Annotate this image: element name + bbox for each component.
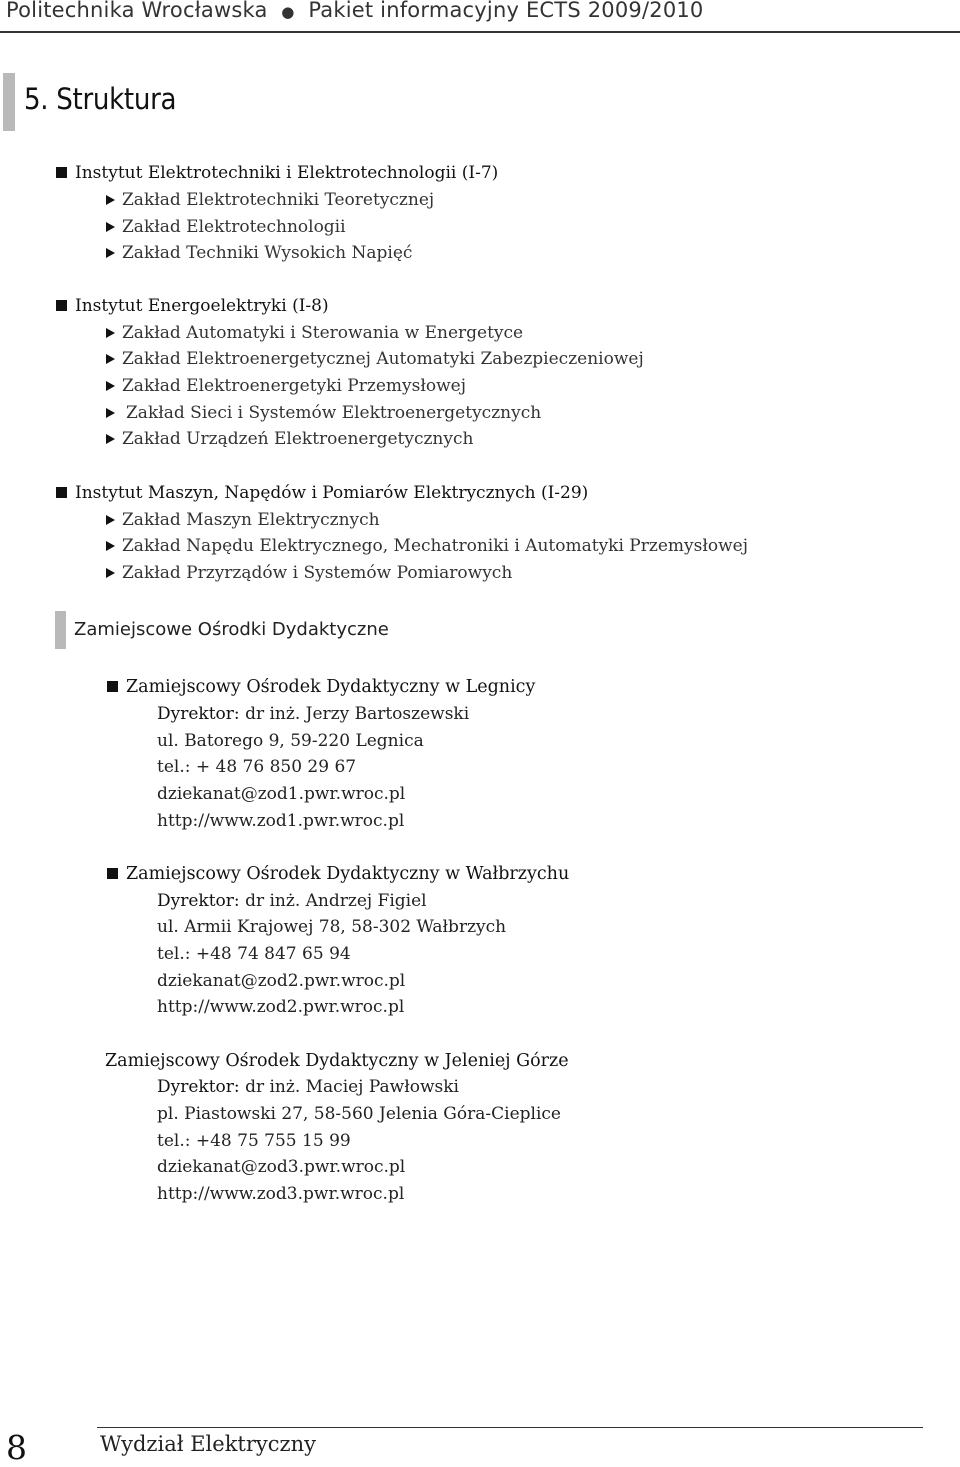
unit-name: Zakład Urządzeń Elektroenergetycznych: [122, 429, 474, 449]
triangle-bullet-icon: [106, 568, 115, 578]
unit-item: [106, 320, 523, 346]
unit-name: Zakład Techniki Wysokich Napięć: [122, 243, 413, 263]
center-email-link[interactable]: dziekanat@zod1.pwr.wroc.pl: [157, 784, 406, 804]
institute-heading: [56, 160, 498, 186]
page-header: [6, 0, 704, 22]
center-director: [157, 704, 469, 724]
unit-name: Zakład Elektroenergetycznej Automatyki Zabezpieczeniowej: [122, 349, 644, 369]
footer-rule: [97, 1427, 923, 1428]
square-bullet-icon: [56, 167, 67, 178]
center-name: Zamiejscowy Ośrodek Dydaktyczny w Wałbrzychu: [126, 864, 570, 884]
section-marker-bar: [3, 73, 15, 131]
director-name: dr inż. Jerzy Bartoszewski: [245, 704, 470, 724]
header-publication: Pakiet informacyjny ECTS 2009/2010: [308, 0, 704, 22]
unit-name: Zakład Automatyki i Sterowania w Energetyce: [122, 323, 524, 343]
unit-item: [106, 373, 466, 399]
square-bullet-icon: [56, 300, 67, 311]
center-phone: tel.: +48 74 847 65 94: [157, 944, 351, 964]
center-director: [157, 891, 427, 911]
center-heading: [107, 677, 535, 697]
unit-item: [106, 240, 412, 266]
institute-name: Instytut Maszyn, Napędów i Pomiarów Elektrycznych (I-29): [75, 483, 589, 503]
center-website-link[interactable]: http://www.zod3.pwr.wroc.pl: [157, 1184, 405, 1204]
unit-item: [106, 507, 380, 533]
center-phone: tel.: + 48 76 850 29 67: [157, 757, 357, 777]
header-rule: [0, 31, 960, 33]
center-address: pl. Piastowski 27, 58-560 Jelenia Góra-Cieplice: [157, 1104, 561, 1124]
director-name: dr inż. Andrzej Figiel: [245, 891, 427, 911]
center-address: ul. Batorego 9, 59-220 Legnica: [157, 731, 424, 751]
center-director: [157, 1077, 459, 1097]
triangle-bullet-icon: [106, 381, 115, 391]
center-phone: tel.: +48 75 755 15 99: [157, 1131, 351, 1151]
director-name: dr inż. Maciej Pawłowski: [245, 1077, 459, 1097]
unit-item: [106, 346, 644, 372]
subsection-marker-bar: [55, 611, 66, 649]
triangle-bullet-icon: [106, 541, 115, 551]
center-address: ul. Armii Krajowej 78, 58-302 Wałbrzych: [157, 917, 507, 937]
center-email-link[interactable]: dziekanat@zod3.pwr.wroc.pl: [157, 1157, 406, 1177]
header-university: Politechnika Wrocławska: [6, 0, 268, 22]
triangle-bullet-icon: [106, 434, 115, 444]
unit-name: Zakład Maszyn Elektrycznych: [122, 510, 380, 530]
triangle-bullet-icon: [106, 328, 115, 338]
unit-name: Zakład Przyrządów i Systemów Pomiarowych: [122, 563, 513, 583]
institute-name: Instytut Energoelektryki (I-8): [75, 296, 329, 316]
subsection-title: Zamiejscowe Ośrodki Dydaktyczne: [74, 619, 389, 640]
unit-item: [106, 187, 434, 213]
triangle-bullet-icon: [106, 354, 115, 364]
triangle-bullet-icon: [106, 248, 115, 258]
page-number: 8: [6, 1428, 27, 1467]
square-bullet-icon: [107, 868, 118, 879]
unit-item: [106, 214, 346, 240]
center-email-link[interactable]: dziekanat@zod2.pwr.wroc.pl: [157, 971, 406, 991]
director-label: Dyrektor:: [157, 891, 240, 911]
unit-item: [106, 426, 473, 452]
director-label: Dyrektor:: [157, 1077, 240, 1097]
institute-heading: [56, 293, 329, 319]
director-label: Dyrektor:: [157, 704, 240, 724]
triangle-bullet-icon: [106, 408, 115, 418]
unit-name: Zakład Sieci i Systemów Elektroenergetycznych: [126, 403, 542, 423]
unit-name: Zakład Elektrotechnologii: [122, 217, 346, 237]
unit-name: Zakład Elektroenergetyki Przemysłowej: [122, 376, 466, 396]
institute-name: Instytut Elektrotechniki i Elektrotechnologii (I-7): [75, 163, 499, 183]
center-heading: Zamiejscowy Ośrodek Dydaktyczny w Jeleniej Górze: [105, 1051, 569, 1071]
section-title: 5. Struktura: [24, 82, 177, 116]
center-website-link[interactable]: http://www.zod2.pwr.wroc.pl: [157, 997, 405, 1017]
unit-name: Zakład Elektrotechniki Teoretycznej: [122, 190, 435, 210]
footer-faculty: Wydział Elektryczny: [100, 1432, 316, 1456]
unit-name: Zakład Napędu Elektrycznego, Mechatroniki i Automatyki Przemysłowej: [122, 536, 748, 556]
header-separator-icon: ●: [281, 3, 295, 21]
unit-item: [106, 560, 512, 586]
triangle-bullet-icon: [106, 515, 115, 525]
square-bullet-icon: [56, 487, 67, 498]
unit-item: [106, 400, 541, 426]
center-website-link[interactable]: http://www.zod1.pwr.wroc.pl: [157, 811, 405, 831]
center-name: Zamiejscowy Ośrodek Dydaktyczny w Legnicy: [126, 677, 536, 697]
center-heading: [107, 864, 569, 884]
institute-heading: [56, 480, 588, 506]
triangle-bullet-icon: [106, 222, 115, 232]
triangle-bullet-icon: [106, 195, 115, 205]
square-bullet-icon: [107, 681, 118, 692]
unit-item: [106, 533, 748, 559]
